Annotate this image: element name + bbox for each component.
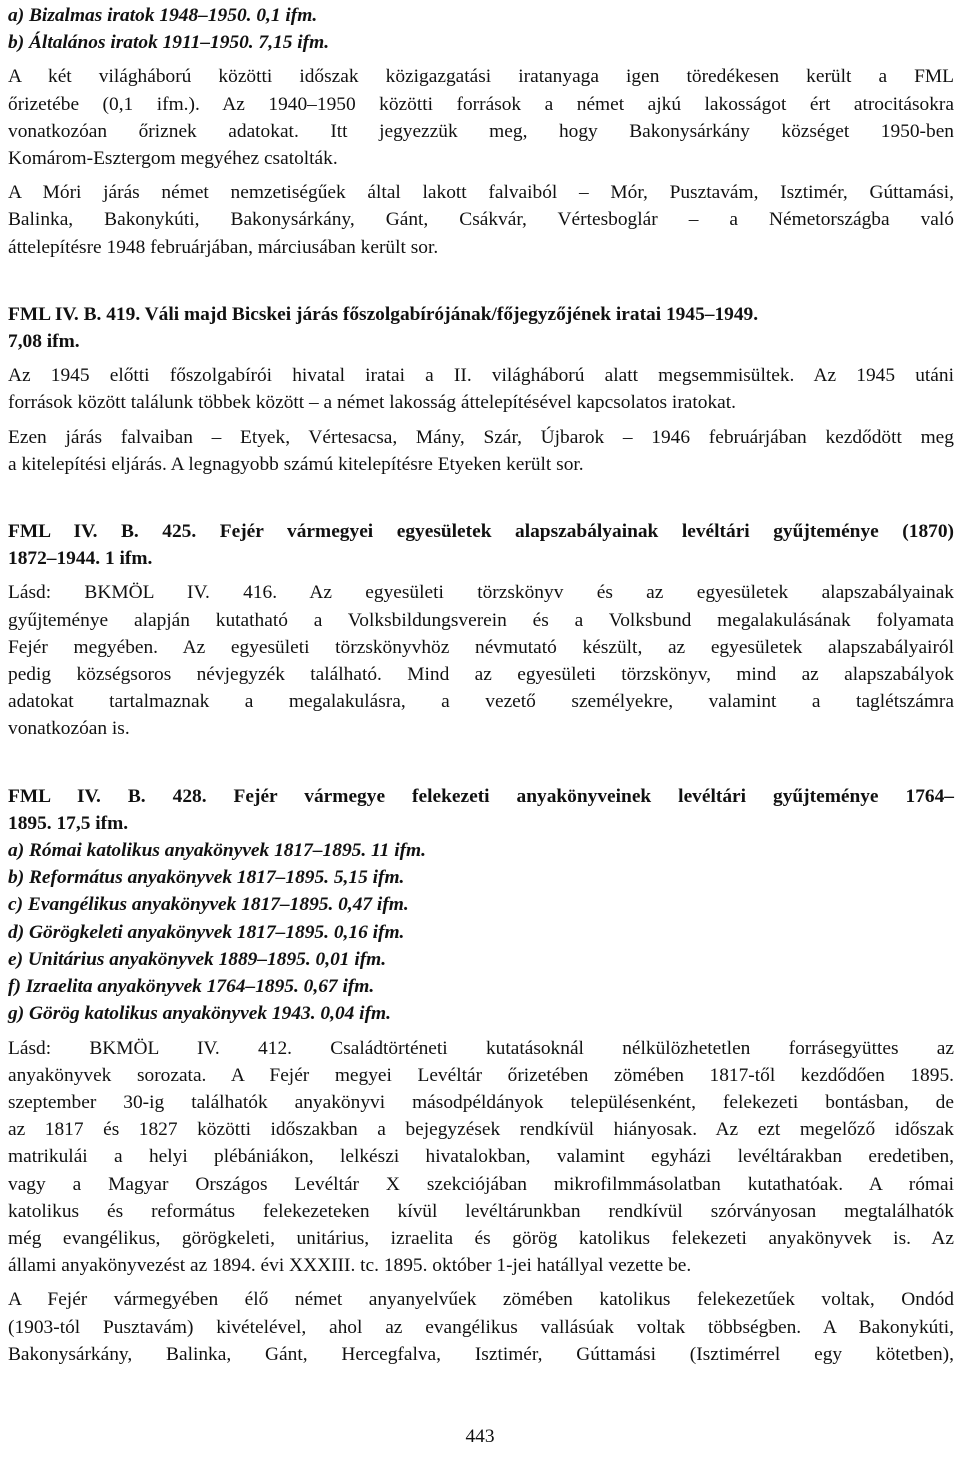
text-line: (1903-tól Pusztavám) kivételével, ahol az evangélikus vallásúak voltak többségben. A Bakonykúti, <box>8 1316 954 1338</box>
section-419 <box>8 301 954 478</box>
section-428 <box>8 783 954 1368</box>
document-page <box>8 0 954 1368</box>
text-line: Fejér megyében. Az egyesületi törzskönyvhöz névmutató készült, az egyesületek alapszabályairól <box>8 636 954 658</box>
section-heading: 7,08 ifm. <box>8 331 80 353</box>
text-line: katolikus és református felekezeteken kívül levéltárunkban rendkívül szórványosan megtalálhatók <box>8 1200 954 1222</box>
section-heading: 1872–1944. 1 ifm. <box>8 548 153 570</box>
text-line: Bakonysárkány, Balinka, Gánt, Hercegfalva, Isztimér, Gúttamási (Isztimérrel egy kötetben), <box>8 1343 954 1365</box>
list-item: d) Görögkeleti anyakönyvek 1817–1895. 0,16 ifm. <box>8 921 405 943</box>
text-line: áttelepítésre 1948 februárjában, márciusában került sor. <box>8 236 439 258</box>
text-line: gyűjteménye alapján kutatható a Volksbildungsverein és a Volksbund megalakulásának folyamata <box>8 609 954 631</box>
text-line: szeptember 30-ig találhatók anyakönyvi másodpéldányok településenként, felekezeti bontásban, de <box>8 1091 954 1113</box>
section-heading: FML IV. B. 419. Váli majd Bicskei járás főszolgabírójának/főjegyzőjének iratai 1945–1949. <box>8 303 759 325</box>
paragraph <box>8 179 954 261</box>
text-line: Az 1945 előtti főszolgabírói hivatal iratai a II. világháború alatt megsemmisültek. Az 1945 utáni <box>8 365 954 387</box>
text-line: vonatkozóan őriznek adatokat. Itt jegyezzük meg, hogy Bakonysárkány községet 1950-ben <box>8 120 954 142</box>
text-line: vagy a Magyar Országos Levéltár X szekciójában mikrofilmmásolatban kutathatóak. A római <box>8 1173 954 1195</box>
text-line: források között találunk többek között – a német lakosság áttelepítésével kapcsolatos iratokat. <box>8 392 737 414</box>
section-heading: FML IV. B. 425. Fejér vármegyei egyesületek alapszabályainak levéltári gyűjteménye (1870) <box>8 521 954 543</box>
list-item: f) Izraelita anyakönyvek 1764–1895. 0,67 ifm. <box>8 976 375 998</box>
text-line: matrikulái a helyi plébániákon, lelkészi hivatalokban, valamint egyházi levéltárakban eredetiben, <box>8 1146 954 1168</box>
text-line: A Fejér vármegyében élő német anyanyelvűek zömében katolikus felekezetűek voltak, Ondód <box>8 1289 954 1311</box>
list-item: e) Unitárius anyakönyvek 1889–1895. 0,01 ifm. <box>8 948 387 970</box>
text-line: Lásd: BKMÖL IV. 416. Az egyesületi törzskönyv és az egyesületek alapszabályainak <box>8 582 954 604</box>
text-line: adatokat tartalmaznak a megalakulásra, a vezető személyekre, valamint a taglétszámra <box>8 691 954 713</box>
list-item: c) Evangélikus anyakönyvek 1817–1895. 0,47 ifm. <box>8 894 409 916</box>
text-line: Lásd: BKMÖL IV. 412. Családtörténeti kutatásoknál nélkülözhetetlen forrásegyüttes az <box>8 1037 954 1059</box>
list-item: a) Bizalmas iratok 1948–1950. 0,1 ifm. <box>8 5 318 26</box>
text-line: Balinka, Bakonykúti, Bakonysárkány, Gánt, Csákvár, Vértesboglár – a Németországba való <box>8 209 954 231</box>
section-heading: 1895. 17,5 ifm. <box>8 812 129 834</box>
text-line: A Móri járás német nemzetiségűek által lakott falvaiból – Mór, Pusztavám, Isztimér, Gúttamási, <box>8 182 954 204</box>
list-item: b) Általános iratok 1911–1950. 7,15 ifm. <box>8 32 330 54</box>
text-line: a kitelepítési eljárás. A legnagyobb számú kitelepítésre Etyeken került sor. <box>8 453 584 475</box>
intro-item-list <box>8 0 954 56</box>
text-line: még evangélikus, görögkeleti, unitárius, izraelita és görög katolikus felekezeti anyakönyvek is. Az <box>8 1227 954 1249</box>
list-item: b) Református anyakönyvek 1817–1895. 5,15 ifm. <box>8 867 405 889</box>
text-line: anyakönyvek sorozata. A Fejér megyei Levéltár őrizetében zömében 1817-től kezdődően 1895. <box>8 1064 954 1086</box>
section-heading: FML IV. B. 428. Fejér vármegye felekezeti anyakönyveinek levéltári gyűjteménye 1764– <box>8 785 954 807</box>
list-item: a) Római katolikus anyakönyvek 1817–1895. 11 ifm. <box>8 840 426 862</box>
paragraph <box>8 63 954 172</box>
text-line: A két világháború közötti időszak közigazgatási iratanyaga igen töredékesen került a FML <box>8 66 954 88</box>
text-line: állami anyakönyvezést az 1894. évi XXXIII. tc. 1895. október 1-jei hatállyal vezette be. <box>8 1255 692 1277</box>
list-item: g) Görög katolikus anyakönyvek 1943. 0,04 ifm. <box>8 1003 391 1025</box>
page-number: 443 <box>465 1426 495 1447</box>
text-line: őrizetébe (0,1 ifm.). Az 1940–1950 közötti források a német ajkú lakosságot ért atrocitásokra <box>8 93 954 115</box>
text-line: pedig községsoros névjegyzék található. Mind az egyesületi törzskönyv, mind az alapszabályok <box>8 664 954 686</box>
text-line: az 1817 és 1827 közötti időszakban a bejegyzések rendkívül hiányosak. Az ezt megelőző időszak <box>8 1119 954 1141</box>
text-line: Ezen járás falvaiban – Etyek, Vértesacsa, Mány, Szár, Újbarok – 1946 februárjában kezdődött meg <box>8 426 954 448</box>
text-line: Komárom-Esztergom megyéhez csatolták. <box>8 148 338 170</box>
section-425 <box>8 518 954 743</box>
text-line: vonatkozóan is. <box>8 718 130 740</box>
